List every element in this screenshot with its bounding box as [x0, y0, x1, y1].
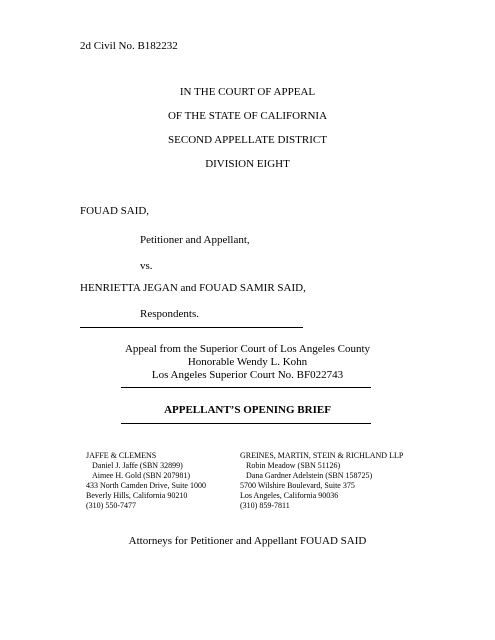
parties-divider — [80, 327, 303, 328]
respondent-names: HENRIETTA JEGAN and FOUAD SAMIR SAID, — [80, 282, 306, 294]
court-line-3: SECOND APPELLATE DISTRICT — [168, 134, 327, 146]
firm-name-right: GREINES, MARTIN, STEIN & RICHLAND LLP — [240, 451, 404, 460]
address-left-2: Beverly Hills, California 90210 — [86, 491, 188, 500]
attorney-right-1: Robin Meadow (SBN 51126) — [246, 461, 341, 470]
appeal-line-3: Los Angeles Superior Court No. BF022743 — [151, 369, 344, 381]
phone-right: (310) 859-7811 — [240, 501, 290, 510]
attorney-left-2: Aimee H. Gold (SBN 207981) — [92, 471, 190, 480]
attorney-left-1: Daniel J. Jaffe (SBN 32899) — [92, 461, 183, 470]
attorneys-for: Attorneys for Petitioner and Appellant FOUAD SAID — [128, 535, 367, 547]
brief-title: APPELLANT’S OPENING BRIEF — [164, 404, 331, 416]
appeal-divider — [121, 387, 371, 388]
appeal-line-1: Appeal from the Superior Court of Los Angeles County — [124, 343, 371, 355]
address-right-1: 5700 Wilshire Boulevard, Suite 375 — [240, 481, 355, 490]
case-number: 2d Civil No. B182232 — [80, 40, 178, 52]
address-right-2: Los Angeles, California 90036 — [240, 491, 339, 500]
court-line-4: DIVISION EIGHT — [205, 158, 290, 170]
firm-block-left — [86, 451, 206, 511]
title-divider — [121, 423, 371, 424]
firm-name-left: JAFFE & CLEMENS — [86, 451, 157, 460]
phone-left: (310) 550-7477 — [86, 501, 136, 510]
attorney-right-2: Dana Gardner Adelstein (SBN 158725) — [246, 471, 373, 480]
firm-block-right — [240, 451, 403, 511]
appeal-line-2: Honorable Wendy L. Kohn — [187, 356, 308, 368]
appellant-role: Petitioner and Appellant, — [140, 234, 250, 246]
address-left-1: 433 North Camden Drive, Suite 1000 — [86, 481, 206, 490]
respondent-role: Respondents. — [140, 308, 199, 320]
versus: vs. — [140, 260, 153, 272]
court-line-1: IN THE COURT OF APPEAL — [179, 86, 316, 98]
court-line-2: OF THE STATE OF CALIFORNIA — [167, 110, 328, 122]
appellant-name: FOUAD SAID, — [80, 205, 150, 217]
